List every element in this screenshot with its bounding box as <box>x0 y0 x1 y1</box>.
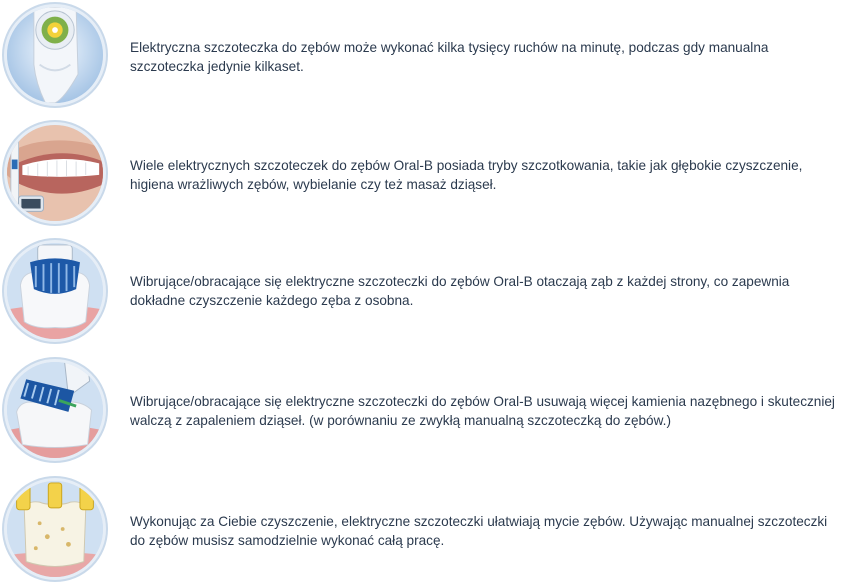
feature-text: Wibrujące/obracające się elektryczne szczoteczki do zębów Oral-B usuwają więcej kamienia nazębnego i skuteczniej walczą z zapaleniem dziąseł. (w porównaniu ze zwykłą manualną szczoteczką do zębów.) <box>130 394 835 428</box>
feature-item <box>0 0 850 110</box>
toothbrush-head-icon <box>4 4 106 106</box>
feature-item <box>0 474 850 584</box>
feature-text: Wibrujące/obracające się elektryczne szczoteczki do zębów Oral-B otaczają ząb z każdej strony, co zapewnia dokładne czyszczenie każdego zęba z osobna. <box>130 274 790 308</box>
feature-item <box>0 355 850 465</box>
feature-text: Wykonując za Ciebie czyszczenie, elektryczne szczoteczki ułatwiają mycie zębów. Używając manualnej szczoteczki do zębów musisz samodzielnie wykonać całą pracę. <box>130 514 828 548</box>
feature-item <box>0 118 850 228</box>
brush-around-tooth-icon <box>4 240 106 342</box>
feature-text: Wiele elektrycznych szczoteczek do zębów Oral-B posiada tryby szczotkowania, takie jak głębokie czyszczenie, higiena wrażliwych zębów, wybielanie czy też masaż dziąseł. <box>130 158 803 192</box>
feature-item <box>0 236 850 346</box>
plaque-removal-icon <box>4 478 106 580</box>
feature-text: Elektryczna szczoteczka do zębów może wykonać kilka tysięcy ruchów na minutę, podczas gdy manualna szczoteczka jedynie kilkaset. <box>130 40 769 74</box>
brush-gumline-icon <box>4 359 106 461</box>
smile-teeth-icon <box>4 122 106 224</box>
